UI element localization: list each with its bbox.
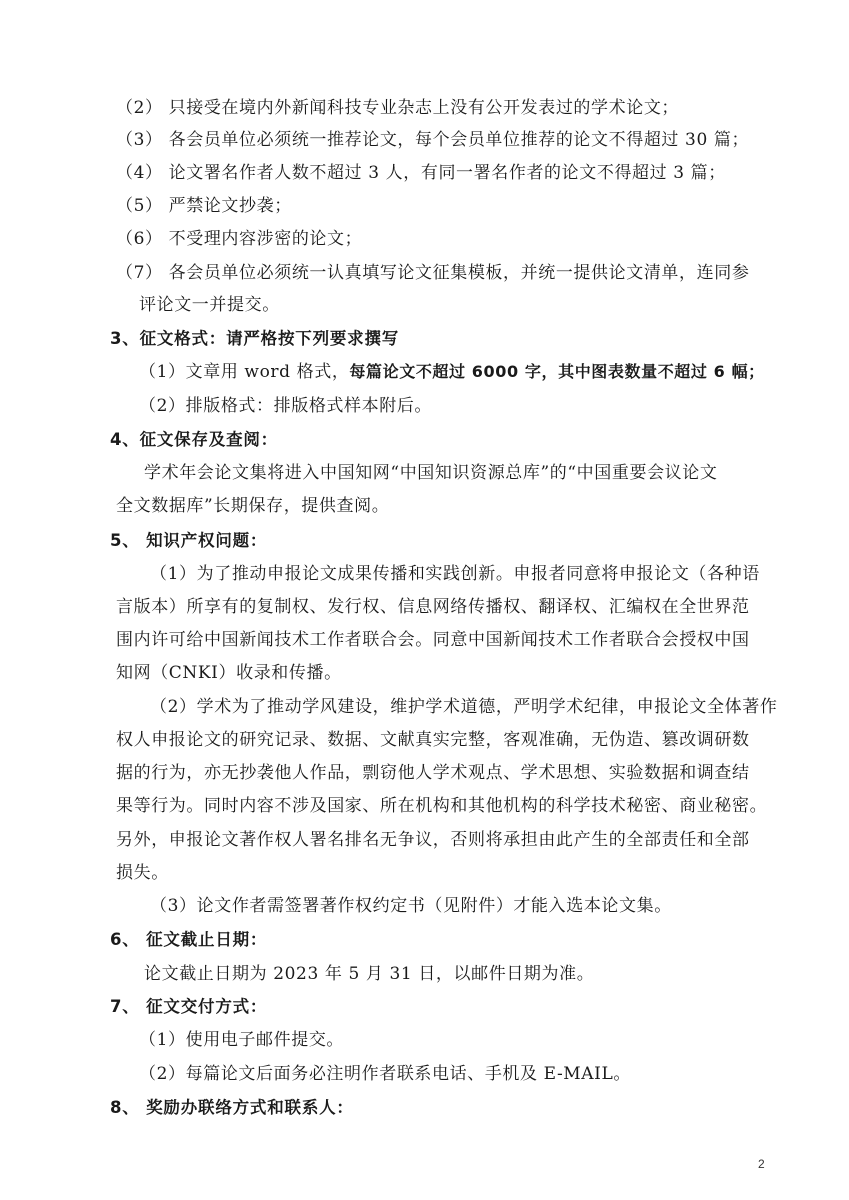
section-8-heading: 8、 奖励办联络方式和联系人： [110,1098,354,1117]
ip-para-2-line-2: 权人申报论文的研究记录、数据、文献真实完整，客观准确，无伪造、篡改调研数 [116,730,750,750]
format-item-1-bold: 每篇论文不超过 6000 字，其中图表数量不超过 6 幅； [349,362,765,381]
ip-para-2-line-5: 另外，申报论文著作权人署名排名无争议，否则将承担由此产生的全部责任和全部 [116,830,750,850]
archive-line-1: 学术年会论文集将进入中国知网“中国知识资源总库”的“中国重要会议论文 [144,463,718,483]
ip-para-1-line-2: 言版本）所享有的复制权、发行权、信息网络传播权、翻译权、汇编权在全世界范 [116,597,750,617]
section-7-heading: 7、 征文交付方式： [110,997,268,1016]
delivery-item-2: （2）每篇论文后面务必注明作者联系电话、手机及 E-MAIL。 [139,1064,631,1084]
deadline-line: 论文截止日期为 2023 年 5 月 31 日，以邮件日期为准。 [144,964,595,984]
rule-item-7-cont: 评论文一并提交。 [139,295,280,315]
format-item-2: （2）排版格式：排版格式样本附后。 [139,396,433,416]
ip-para-2-line-1: （2）学术为了推动学风建设，维护学术道德，严明学术纪律，申报论文全体著作 [150,697,778,717]
ip-para-1-line-1: （1）为了推动申报论文成果传播和实践创新。申报者同意将申报论文（各种语 [150,564,760,584]
ip-para-3: （3）论文作者需签署著作权约定书（见附件）才能入选本论文集。 [150,896,672,916]
archive-line-2: 全文数据库”长期保存，提供查阅。 [116,496,390,516]
format-item-1-text: （1）文章用 word 格式， [139,362,350,382]
section-6-heading: 6、 征文截止日期： [110,930,268,949]
rule-item-7: （7） 各会员单位必须统一认真填写论文征集模板，并统一提供论文清单，连同参 [116,263,750,283]
section-4-heading: 4、征文保存及查阅： [110,430,278,449]
section-5-heading: 5、 知识产权问题： [110,531,268,550]
section-3-heading: 3、征文格式：请严格按下列要求撰写 [110,329,400,348]
ip-para-2-line-3: 据的行为，亦无抄袭他人作品，剽窃他人学术观点、学术思想、实验数据和调查结 [116,763,750,783]
rule-item-3: （3） 各会员单位必须统一推荐论文，每个会员单位推荐的论文不得超过 30 篇； [116,130,750,150]
page-number: 2 [758,1157,765,1171]
ip-para-1-line-4: 知网（CNKI）收录和传播。 [116,663,342,683]
ip-para-1-line-3: 围内许可给中国新闻技术工作者联合会。同意中国新闻技术工作者联合会授权中国 [116,630,750,650]
format-item-1 [139,360,765,384]
rule-item-2: （2） 只接受在境内外新闻科技专业杂志上没有公开发表过的学术论文； [116,98,680,118]
ip-para-2-line-6: 损失。 [116,863,169,883]
ip-para-2-line-4: 果等行为。同时内容不涉及国家、所在机构和其他机构的科学技术秘密、商业秘密。 [116,796,768,816]
delivery-item-1: （1）使用电子邮件提交。 [139,1030,345,1050]
rule-item-4: （4） 论文署名作者人数不超过 3 人，有同一署名作者的论文不得超过 3 篇； [116,163,726,183]
rule-item-6: （6） 不受理内容涉密的论文； [116,229,363,249]
rule-item-5: （5） 严禁论文抄袭； [116,196,292,216]
